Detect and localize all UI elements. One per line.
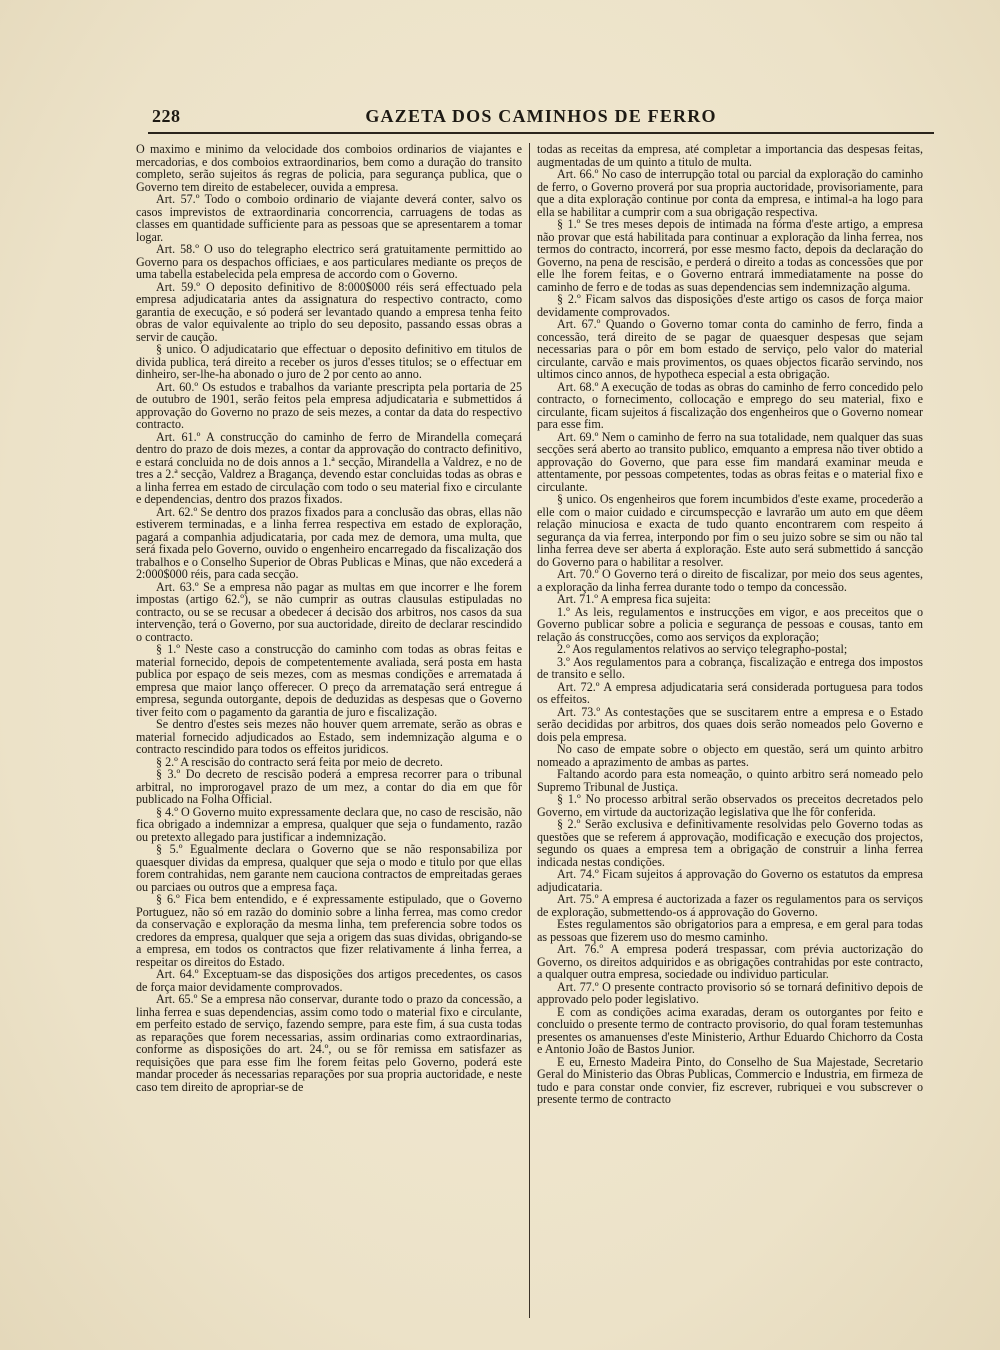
paragraph: O maximo e minimo da velocidade dos comboios ordinarios de viajantes e mercadorias, e dos comboios extraordinarios, bem como a duração do transito completo, serão sujeitos ás regras de policia, para segurança publica, que o Governo tem direito de estabelecer, ouvida a empresa. xyxy=(136,143,522,194)
paragraph: Art. 73.º As contestações que se suscitarem entre a empresa e o Estado serão decididas por arbitros, dos quaes dois serão nomeados pelo Governo e dois pela empresa. xyxy=(537,704,923,744)
paragraph: 2.º Aos regulamentos relativos ao serviço telegrapho-postal; xyxy=(557,642,848,656)
paragraph: 1.º As leis, regulamentos e instrucções em vigor, e aos preceitos que o Governo publicar sobre a policia e segurança de pessoas e cousas, tanto em relação ás construcções, como aos serviços da exploração; xyxy=(537,604,923,644)
paragraph: § 2.º Serão exclusiva e definitivamente resolvidas pelo Governo todas as questões que se referem á approvação, modificação e execução dos projectos, segundo os quaes a empresa tem a obrigação de construir a linha ferrea indicada nestas condições. xyxy=(537,817,923,869)
paragraph: § 1.º Neste caso a construcção do caminho com todas as obras feitas e material fornecido, depois de competentemente avaliada, será posta em hasta publica por espaço de seis mezes, com as mesmas condições e arrematada á empresa que maior lanço offerecer. O preço da arrematação será entregue á empresa, segunda outorgante, depois de deduzidas as despesas que o Governo tiver feito com o pagamento da garantia de juro e fiscalização. xyxy=(136,642,522,719)
paragraph: § 2.º A rescisão do contracto será feita por meio de decreto. xyxy=(156,754,443,769)
paragraph: Art. 58.º O uso do telegrapho electrico será gratuitamente permittido ao Governo para os despachos officiaes, e aos particulares mediante os preços de uma tabella estabelecida pela empresa de accordo com o Governo. xyxy=(136,242,522,281)
page-number: 228 xyxy=(152,106,181,126)
paragraph: Art. 69.º Nem o caminho de ferro na sua totalidade, nem qualquer das suas secções será aberto ao transito publico, emquanto a empresa não tiver obtido a approvação do Governo, que para esse fim mandará examinar meuda e attentamente, por pessoas competentes, todas as obras feitas e o material fixo e circulante. xyxy=(537,429,923,494)
paragraph: Art. 63.º Se a empresa não pagar as multas em que incorrer e lhe forem impostas (artigo 62.º), se não cumprir as outras clausulas estipuladas no contracto, ou se se recusar a obedecer á decisão dos arbitros, nos casos da sua intervenção, terá o Governo, por sua auctoridade, direito de declarar rescindido o contracto. xyxy=(136,579,522,644)
paragraph: Art. 66.º No caso de interrupção total ou parcial da exploração do caminho de ferro, o Governo proverá por sua propria auctoridade, provisoriamente, para que a dita exploração continue por conta da empresa, e intimal-a ha logo para ella se habilitar a cumprir com a sua obrigação respectiva. xyxy=(537,167,923,219)
paragraph: Se dentro d'estes seis mezes não houver quem arremate, serão as obras e material fornecido adjudicados ao Estado, sem indemnização alguma e o contracto rescindido para todos os effeitos juridicos. xyxy=(136,717,522,756)
paragraph: Art. 76.º A empresa poderá trespassar, com prévia auctorização do Governo, os direitos adquiridos e as obrigações contrahidas por este contracto, a qualquer outra empresa, sociedade ou individuo particular. xyxy=(537,942,923,981)
paragraph: Art. 77.º O presente contracto provisorio só se tornará definitivo depois de approvado pelo poder legislativo. xyxy=(537,979,923,1006)
paragraph: 3.º Aos regulamentos para a cobrança, fiscalização e entrega dos impostos de transito e sello. xyxy=(537,654,923,681)
paragraph: No caso de empate sobre o objecto em questão, será um quinto arbitro nomeado a aprazimento de ambas as partes. xyxy=(537,742,923,769)
journal-title: GAZETA DOS CAMINHOS DE FERRO xyxy=(365,106,717,126)
paragraph: § 3.º Do decreto de rescisão poderá a empresa recorrer para o tribunal arbitral, no improrogavel prazo de um mez, a contar do dia em que fôr publicado na Folha Official. xyxy=(136,767,522,806)
paragraph: Estes regulamentos são obrigatorios para a empresa, e em geral para todas as pessoas que fizerem uso do mesmo caminho. xyxy=(537,917,923,944)
paragraph: Art. 62.º Se dentro dos prazos fixados para a conclusão das obras, ellas não estiverem terminadas, e a linha ferrea respectiva em estado de exploração, pagará a companhia adjudicataria, por cada mez de demora, uma multa, que será fixada pelo Governo, ouvido o engenheiro encarregado da fiscalização dos trabalhos e o Conselho Superior de Obras Publicas e Minas, que não excederá a 2:000$000 réis, para cada secção. xyxy=(136,504,522,581)
paragraph: Art. 71.º A empresa fica sujeita: xyxy=(557,592,711,606)
paragraph: Art. 70.º O Governo terá o direito de fiscalizar, por meio dos seus agentes, a exploração da linha ferrea durante todo o tempo da concessão. xyxy=(537,567,923,594)
paragraph: § 2.º Ficam salvos das disposições d'este artigo os casos de força maior devidamente comprovados. xyxy=(537,292,923,319)
column-divider xyxy=(529,143,530,1318)
paragraph: § 6.º Fica bem entendido, e é expressamente estipulado, que o Governo Portuguez, não só em razão do dominio sobre a linha ferrea, mas como credor da conservação e exploração da mesma linha, tem preferencia sobre todos os credores da empresa, qualquer que seja a origem das suas dividas, obrigando-se a empresa, em todos os contractos que fizer relativamente á linha ferrea, a respeitar os direitos do Estado. xyxy=(136,892,522,969)
paragraph: E com as condições acima exaradas, deram os outorgantes por feito e concluido o presente termo de contracto provisorio, do qual foram testemunhas presentes os amanuenses d'este Ministerio, Arthur Eduardo Chichorro da Costa e Antonio João de Bastos Junior. xyxy=(537,1004,923,1056)
paragraph: Art. 67.º Quando o Governo tomar conta do caminho de ferro, finda a concessão, terá direito de se pagar de quaesquer despesas que sejam necessarias para o pôr em bom estado de serviço, pelo valor do material circulante, carvão e mais provimentos, os quaes objectos ficarão servindo, nos ultimos cinco annos, de hypotheca especial a esta obrigação. xyxy=(537,317,923,381)
paragraph: Art. 74.º Ficam sujeitos á approvação do Governo os estatutos da empresa adjudicataria. xyxy=(537,867,923,894)
paragraph: todas as receitas da empresa, até completar a importancia das despesas feitas, augmentadas de um quinto a titulo de multa. xyxy=(537,143,923,169)
paragraph: Art. 68.º A execução de todas as obras do caminho de ferro concedido pelo contracto, o fornecimento, collocação e emprego do seu material, fixo e circulante, ficam sujeitos á fiscalização dos engenheiros que o Governo nomear para esse fim. xyxy=(537,379,923,431)
left-text-column xyxy=(136,143,522,1323)
paragraph: § 5.º Egualmente declara o Governo que se não responsabiliza por quaesquer dividas da empresa, qualquer que seja o modo e titulo por que ellas forem contrahidas, nem garante nem cauciona contractos de empreitadas geraes ou parciaes ou outros que a empresa faça. xyxy=(136,842,522,894)
paragraph: Art. 72.º A empresa adjudicataria será considerada portuguesa para todos os effeitos. xyxy=(537,679,923,706)
paragraph: § unico. O adjudicatario que effectuar o deposito definitivo em titulos de divida publica, terá direito a receber os juros d'esses titulos; se o effectuar em dinheiro, ser-lhe-ha abonado o juro de 2 por cento ao anno. xyxy=(136,342,522,381)
page-header xyxy=(148,106,934,134)
paragraph: Art. 65.º Se a empresa não conservar, durante todo o prazo da concessão, a linha ferrea e suas dependencias, assim como todo o material fixo e circulante, em perfeito estado de serviço, fazendo sempre, para este fim, á sua custa todas as reparações que forem necessarias, assim ordinarias como extraordinarias, conforme as disposições do art. 24.º, ou se fôr remissa em satisfazer as requisições que para esse fim lhe forem feitas pelo Governo, poderá este mandar proceder ás necessarias reparações por sua propria auctoridade, e neste caso tem direito de apropriar-se de xyxy=(136,992,522,1094)
paragraph: § 1.º Se tres meses depois de intimada na fórma d'este artigo, a empresa não provar que está habilitada para continuar a exploração da linha ferrea, nos termos do contracto, incorrerá, por esse mesmo facto, depois da declaração do Governo, na pena de rescisão, e perderá o direito a todas as concessões que por elle lhe forem feitas, e o Governo entrará immediatamente na posse do caminho de ferro e de todas as suas dependencias sem indemnização alguma. xyxy=(537,217,923,294)
paragraph: § 1.º No processo arbitral serão observados os preceitos decretados pelo Governo, em virtude da auctorização legislativa que lhe fôr conferida. xyxy=(537,792,923,819)
paragraph: § 4.º O Governo muito expressamente declara que, no caso de rescisão, não fica obrigado a indemnizar a empresa, qualquer que seja o fundamento, razão ou pretexto allegado para justificar a indemnização. xyxy=(136,804,522,844)
paragraph: Art. 61.º A construcção do caminho de ferro de Mirandella começará dentro do prazo de dois mezes, a contar da approvação do contracto definitivo, e estará concluida no de dois annos a 1.ª secção, Mirandella a Valdrez, e no de tres a 2.ª secção, Valdrez a Bragança, devendo estar concluidas todas as obras e a linha ferrea em estado de circulação com todo o seu material fixo e circulante e dependencias, dentro dos prazos fixados. xyxy=(136,429,522,506)
paragraph: Faltando acordo para esta nomeação, o quinto arbitro será nomeado pelo Supremo Tribunal de Justiça. xyxy=(537,767,923,794)
paragraph: Art. 59.º O deposito definitivo de 8:000$000 réis será effectuado pela empresa adjudicataria antes da assignatura do respectivo contracto, como garantia de execução, e só poderá ser levantado quando a empresa tenha feito obras de valor equivalente ao triplo do seu deposito, passando essas obras a servir de caução. xyxy=(136,279,522,344)
paragraph: E eu, Ernesto Madeira Pinto, do Conselho de Sua Majestade, Secretario Geral do Ministerio das Obras Publicas, Commercio e Industria, em firmeza de tudo e para constar onde convier, fiz escrever, rubriquei e vou subscrever o presente termo de contracto xyxy=(537,1054,923,1106)
paragraph: Art. 75.º A empresa é auctorizada a fazer os regulamentos para os serviços de exploração, submettendo-os á approvação do Governo. xyxy=(537,892,923,919)
paragraph: Art. 57.º Todo o comboio ordinario de viajante deverá conter, salvo os casos imprevistos de extraordinaria concorrencia, carruagens de todas as classes em quantidade sufficiente para as pessoas que se apresentarem a tomar logar. xyxy=(136,192,522,244)
paragraph: § unico. Os engenheiros que forem incumbidos d'este exame, procederão a elle com o maior cuidado e circumspecção e lavrarão um auto em que dêem relação minuciosa e exacta de tudo quanto encontrarem com respeito á segurança da via ferrea, interpondo por fim o seu juizo sobre se sim ou não tal linha ferrea deve ser aberta á exploração. Este auto será submettido á sancção do Governo para o habilitar a resolver. xyxy=(537,492,923,569)
right-text-column xyxy=(537,143,923,1323)
paragraph: Art. 64.º Exceptuam-se das disposições dos artigos precedentes, os casos de força maior devidamente comprovados. xyxy=(136,967,522,994)
paragraph: Art. 60.º Os estudos e trabalhos da variante prescripta pela portaria de 25 de outubro de 1901, serão feitos pela empresa adjudicataria e submettidos á approvação do Governo no prazo de seis mezes, a contar da data do respectivo contracto. xyxy=(136,379,522,431)
